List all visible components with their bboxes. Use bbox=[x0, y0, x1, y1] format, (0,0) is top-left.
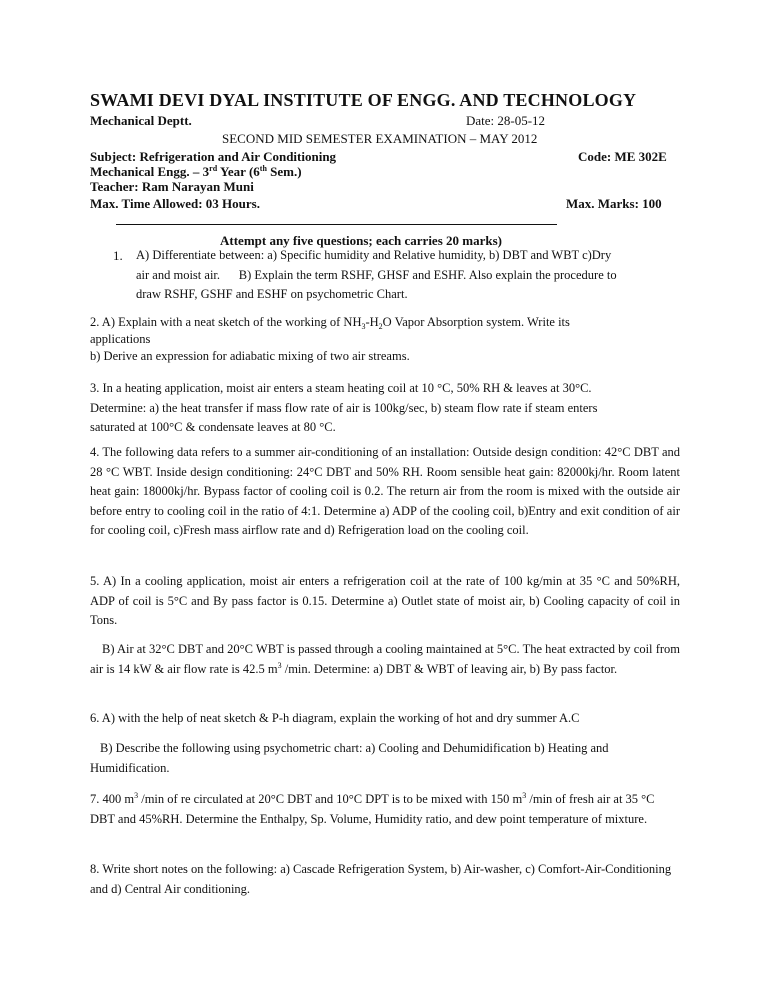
q2-part-b: b) Derive an expression for adiabatic mixing of two air streams. bbox=[90, 349, 410, 363]
institute-name: SWAMI DEVI DYAL INSTITUTE OF ENGG. AND TECHNOLOGY bbox=[90, 90, 637, 110]
course-mid: Year (6 bbox=[217, 164, 260, 179]
q7-p2: /min of re circulated at 20°C DBT and 10°C DPT is to be mixed with 150 m bbox=[138, 792, 523, 806]
q3-line-2: Determine: a) the heat transfer if mass flow rate of air is 100kg/sec, b) steam flow rate if steam enters bbox=[90, 400, 598, 415]
question-6-b bbox=[90, 739, 680, 778]
course-sup-th: th bbox=[259, 164, 267, 173]
course-suffix: Sem.) bbox=[266, 164, 302, 179]
q1-line-3: draw RSHF, GSHF and ESHF on psychometric Chart. bbox=[136, 287, 408, 301]
subject-code: Code: ME 302E bbox=[578, 149, 667, 164]
q4-text: 4. The following data refers to a summer air-conditioning of an installation: Outside design condition: 42°C DBT and 28 °C WBT. Inside design conditioning: 24°C DBT and 50% RH. Room sensible heat gain: 82000kj/hr. Room latent heat gain: 18000kj/hr. Bypass factor of cooling coil is 0.2. The return air from the room is mixed with the outside air before entry to cooling coil in the ratio of 4:1. Determine a) ADP of the cooling coil, b)Entry and exit condition of air for cooling coil, c)Fresh mass airflow rate and d) Refrigeration load on the cooling coil. bbox=[90, 445, 680, 537]
q1-line-2: air and moist air. B) Explain the term RSHF, GHSF and ESHF. Also explain the procedure to bbox=[136, 267, 617, 282]
question-3 bbox=[90, 379, 680, 438]
exam-date: Date: 28-05-12 bbox=[466, 113, 546, 128]
q2-a-sub-2: 2 bbox=[378, 322, 383, 331]
question-7 bbox=[90, 790, 680, 829]
q2-part-a bbox=[90, 314, 680, 331]
teacher: Teacher: Ram Narayan Muni bbox=[90, 179, 254, 194]
q7-p3: /min of fresh air at 35 °C DBT and 45%RH. Determine the Enthalpy, Sp. Volume, Humidity ratio, and dew point temperature of mixture. bbox=[90, 792, 655, 826]
header-divider bbox=[116, 224, 557, 225]
question-4 bbox=[90, 443, 680, 541]
question-8 bbox=[90, 860, 680, 899]
question-5-b bbox=[90, 640, 680, 679]
q5-part-b bbox=[90, 640, 680, 679]
course-prefix: Mechanical Engg. – 3 bbox=[90, 164, 210, 179]
question-6 bbox=[90, 709, 680, 729]
question-2 bbox=[90, 314, 680, 365]
course bbox=[90, 164, 302, 180]
q7-sup-2: 3 bbox=[522, 791, 527, 800]
q2-a-suffix: O Vapor Absorption system. Write its bbox=[382, 315, 570, 329]
exam-title: SECOND MID SEMESTER EXAMINATION – MAY 2012 bbox=[222, 131, 538, 146]
q5-b-suffix: /min. Determine: a) DBT & WBT of leaving air, b) By pass factor. bbox=[281, 661, 618, 676]
q7-sup-1: 3 bbox=[134, 791, 139, 800]
q5-part-a: 5. A) In a cooling application, moist air enters a refrigeration coil at the rate of 100 kg/min at 35 °C and 50%RH, ADP of coil is 5°C and By pass factor is 0.15. Determine a) Outlet state of moist air, b) Cooling capacity of coil in Tons. bbox=[90, 574, 680, 627]
q3-line-1: 3. In a heating application, moist air enters a steam heating coil at 10 °C, 50% RH & leaves at 30°C. bbox=[90, 381, 592, 395]
q7-text bbox=[90, 790, 680, 829]
q5-b-sup: 3 bbox=[277, 660, 282, 670]
question-5 bbox=[90, 572, 680, 631]
q6-part-a: 6. A) with the help of neat sketch & P-h diagram, explain the working of hot and dry summer A.C bbox=[90, 711, 580, 725]
q2-a-prefix: 2. A) Explain with a neat sketch of the working of NH bbox=[90, 315, 362, 329]
max-time: Max. Time Allowed: 03 Hours. bbox=[90, 196, 260, 211]
q7-p1: 7. 400 m bbox=[90, 792, 135, 806]
q8-text: 8. Write short notes on the following: a) Cascade Refrigeration System, b) Air-washer, c) Comfort-Air-Conditioning and d) Central Air conditioning. bbox=[90, 862, 672, 896]
q1-number: 1. bbox=[113, 248, 123, 263]
max-marks: Max. Marks: 100 bbox=[566, 196, 662, 211]
instructions: Attempt any five questions; each carries 20 marks) bbox=[220, 233, 502, 248]
q1-line-1: A) Differentiate between: a) Specific humidity and Relative humidity, b) DBT and WBT c)Dry bbox=[136, 248, 612, 262]
subject: Subject: Refrigeration and Air Conditioning bbox=[90, 149, 337, 164]
q5-b-prefix: B) Air at 32°C DBT and 20°C WBT is passed through a cooling maintained at 5°C. The heat extracted by coil from air is 14 kW & air flow rate is 42.5 m bbox=[90, 642, 680, 676]
department: Mechanical Deptt. bbox=[90, 113, 192, 128]
q2-a-sub-3: 3 bbox=[361, 322, 366, 331]
q2-a-line-2: applications bbox=[90, 332, 151, 346]
q3-line-3: saturated at 100°C & condensate leaves at 80 °C. bbox=[90, 420, 336, 434]
q2-a-mid: -H bbox=[365, 315, 379, 329]
question-1 bbox=[136, 246, 681, 305]
q6-part-b: B) Describe the following using psychometric chart: a) Cooling and Dehumidification b) Heating and Humidification. bbox=[90, 741, 609, 775]
course-sup-rd: rd bbox=[209, 164, 218, 173]
